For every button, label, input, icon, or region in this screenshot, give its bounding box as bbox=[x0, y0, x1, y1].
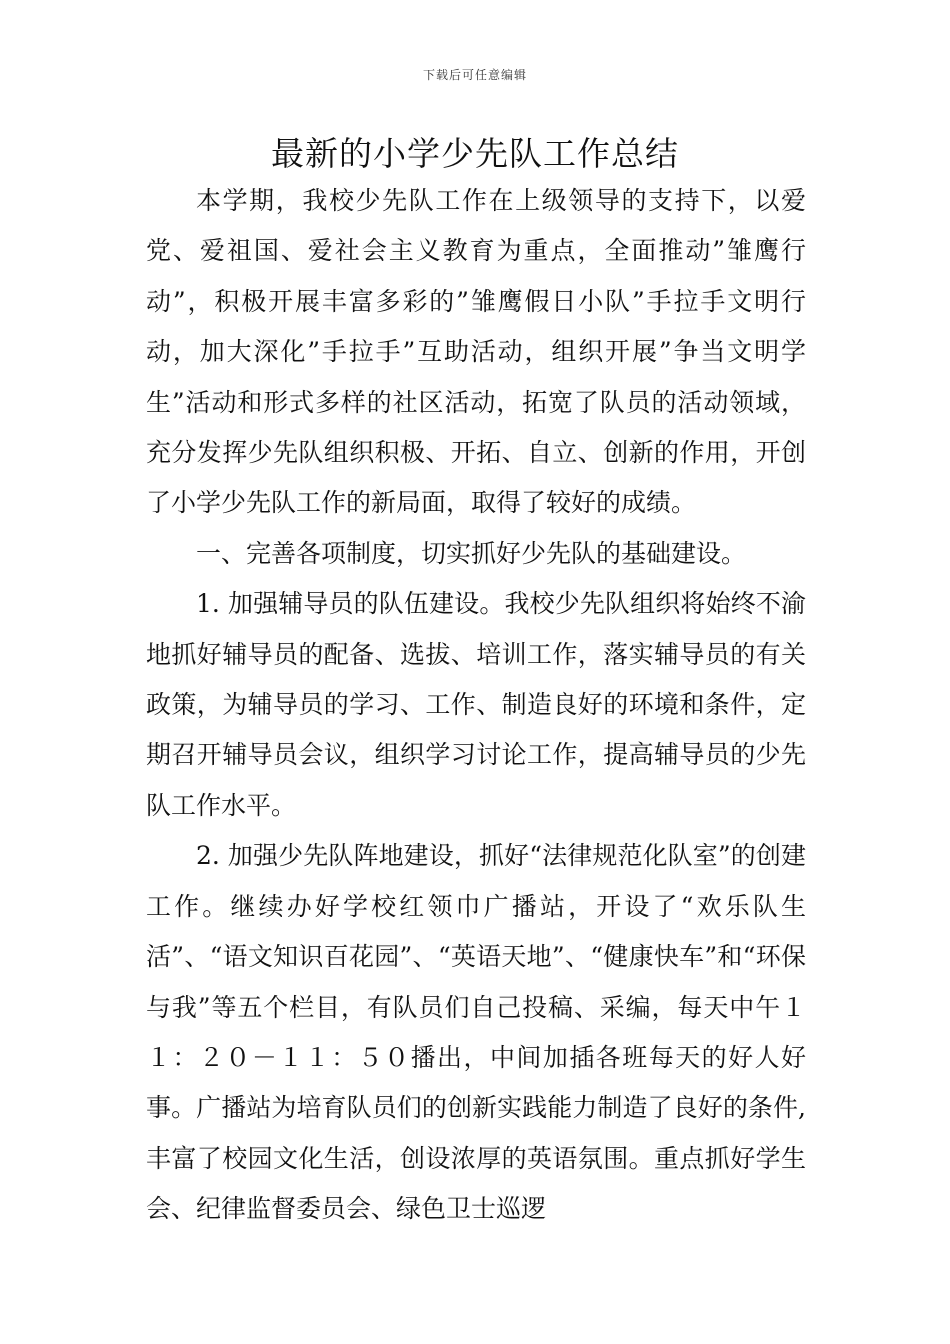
paragraph-intro: 本学期，我校少先队工作在上级领导的支持下，以爱党、爱祖国、爱社会主义教育为重点，全面推动”雏鹰行动”，积极开展丰富多彩的”雏鹰假日小队”手拉手文明行动，加大深化”手拉手”互助活动，组织开展”争当文明学生”活动和形式多样的社区活动，拓宽了队员的活动领域，充分发挥少先队组织积极、开拓、自立、创新的作用，开创了小学少先队工作的新局面，取得了较好的成绩。 bbox=[146, 186, 806, 518]
document-title: 最新的小学少先队工作总结 bbox=[271, 134, 679, 173]
paragraph-section-heading: 一、完善各项制度，切实抓好少先队的基础建设。 bbox=[196, 538, 747, 568]
page-header: 下载后可任意编辑 bbox=[422, 68, 527, 82]
document-body bbox=[146, 176, 806, 1235]
paragraph-item-2: 2. 加强少先队阵地建设，抓好“法律规范化队室”的创建工作。继续办好学校红领巾广播站，开设了“欢乐队生活”、“语文知识百花园”、“英语天地”、“健康快车”和“环保与我”等五个栏目，有队员们自己投稿、采编，每天中午１１：２０－１１：５０播出，中间加插各班每天的好人好事。广播站为培育队员们的创新实践能力制造了良好的条件,丰富了校园文化生活，创设浓厚的英语氛围。重点抓好学生会、纪律监督委员会、绿色卫士巡逻 bbox=[146, 841, 806, 1224]
paragraph-item-1: 1. 加强辅导员的队伍建设。我校少先队组织将始终不渝地抓好辅导员的配备、选拔、培训工作，落实辅导员的有关政策，为辅导员的学习、工作、制造良好的环境和条件，定期召开辅导员会议，组织学习讨论工作，提高辅导员的少先队工作水平。 bbox=[146, 589, 806, 820]
